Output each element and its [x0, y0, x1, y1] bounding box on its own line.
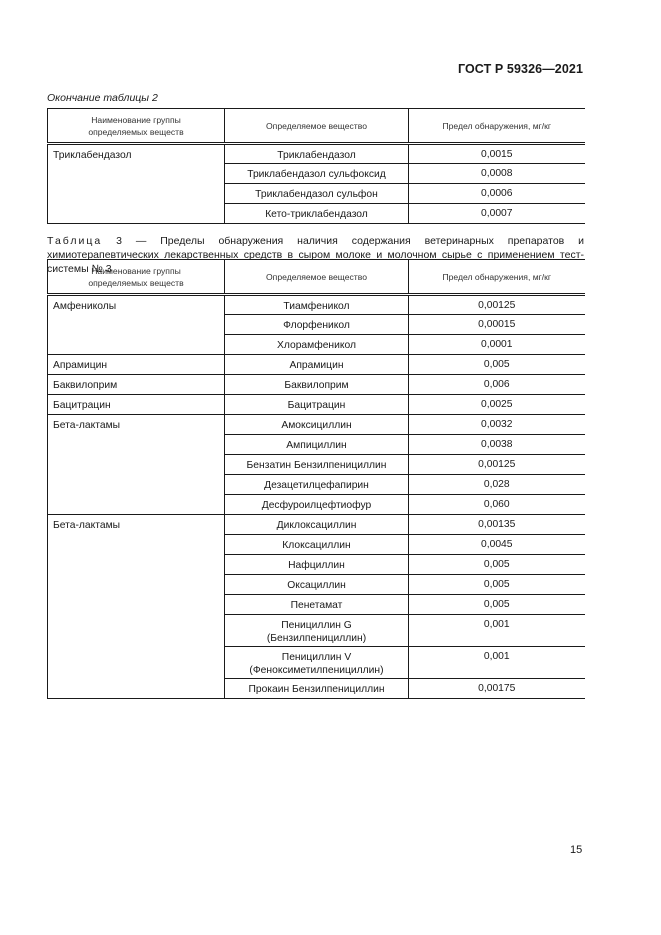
group-cell: Амфениколы — [48, 295, 225, 355]
column-header-substance: Определяемое вещество — [225, 260, 409, 295]
substance-cell: Бензатин Бензилпенициллин — [225, 455, 409, 475]
group-cell: Апрамицин — [48, 355, 225, 375]
limit-cell: 0,0025 — [409, 395, 585, 415]
limit-cell: 0,0045 — [409, 535, 585, 555]
limit-cell: 0,0015 — [409, 144, 585, 164]
table-3 — [47, 259, 585, 699]
table-label: Таблица — [47, 235, 103, 247]
substance-cell: Кето-триклабендазол — [225, 204, 409, 224]
substance-cell: Флорфеникол — [225, 315, 409, 335]
limit-cell: 0,001 — [409, 615, 585, 647]
limit-cell: 0,005 — [409, 555, 585, 575]
column-header-substance: Определяемое вещество — [225, 109, 409, 144]
substance-cell: Триклабендазол сульфон — [225, 184, 409, 204]
limit-cell: 0,0007 — [409, 204, 585, 224]
substance-cell: Прокаин Бензилпенициллин — [225, 679, 409, 699]
document-code: ГОСТ Р 59326—2021 — [457, 62, 583, 76]
substance-cell: Дезацетилцефапирин — [225, 475, 409, 495]
limit-cell: 0,028 — [409, 475, 585, 495]
table-2-continuation — [47, 108, 585, 224]
substance-cell: Хлорамфеникол — [225, 335, 409, 355]
group-cell: Бета-лактамы — [48, 415, 225, 515]
table-row — [48, 395, 585, 415]
limit-cell: 0,00135 — [409, 515, 585, 535]
table-row — [48, 415, 585, 435]
table-row — [48, 355, 585, 375]
limit-cell: 0,0032 — [409, 415, 585, 435]
table-row — [48, 295, 585, 315]
limit-cell: 0,006 — [409, 375, 585, 395]
column-header-group: Наименование группы определяемых веществ — [48, 109, 225, 144]
group-cell: Баквилоприм — [48, 375, 225, 395]
limit-cell: 0,00125 — [409, 455, 585, 475]
limit-cell: 0,005 — [409, 575, 585, 595]
substance-cell: Десфуроилцефтиофур — [225, 495, 409, 515]
limit-cell: 0,060 — [409, 495, 585, 515]
substance-cell: Тиамфеникол — [225, 295, 409, 315]
substance-cell: Диклоксациллин — [225, 515, 409, 535]
limit-cell: 0,0001 — [409, 335, 585, 355]
substance-cell: Баквилоприм — [225, 375, 409, 395]
substance-cell: Пенициллин V (Феноксиметилпенициллин) — [225, 647, 409, 679]
group-cell: Бета-лактамы — [48, 515, 225, 699]
limit-cell: 0,005 — [409, 355, 585, 375]
substance-cell: Бацитрацин — [225, 395, 409, 415]
limit-cell: 0,001 — [409, 647, 585, 679]
limit-cell: 0,00175 — [409, 679, 585, 699]
substance-cell: Триклабендазол сульфоксид — [225, 164, 409, 184]
substance-cell: Пенициллин G (Бензилпенициллин) — [225, 615, 409, 647]
limit-cell: 0,00015 — [409, 315, 585, 335]
substance-cell: Ампициллин — [225, 435, 409, 455]
substance-cell: Клоксациллин — [225, 535, 409, 555]
group-cell: Бацитрацин — [48, 395, 225, 415]
table-title-text: — Пределы обнаружения наличия содержания ветеринарных препаратов и химиотерапевтических лекарственных средств в сыром молоке и молочном сырье с применением тест-системы № 3 — [47, 235, 585, 275]
substance-cell: Амоксициллин — [225, 415, 409, 435]
limit-cell: 0,0008 — [409, 164, 585, 184]
substance-cell: Нафциллин — [225, 555, 409, 575]
substance-cell: Пенетамат — [225, 595, 409, 615]
limit-cell: 0,005 — [409, 595, 585, 615]
column-header-limit: Предел обнаружения, мг/кг — [409, 109, 585, 144]
table-row — [48, 144, 585, 164]
substance-cell: Триклабендазол — [225, 144, 409, 164]
page-number: 15 — [570, 844, 583, 856]
limit-cell: 0,0038 — [409, 435, 585, 455]
table-continuation-caption: Окончание таблицы 2 — [47, 92, 158, 104]
table-row — [48, 375, 585, 395]
limit-cell: 0,0006 — [409, 184, 585, 204]
limit-cell: 0,00125 — [409, 295, 585, 315]
table-header-row — [48, 260, 585, 295]
table-number: 3 — [116, 235, 122, 247]
substance-cell: Апрамицин — [225, 355, 409, 375]
column-header-limit: Предел обнаружения, мг/кг — [409, 260, 585, 295]
group-cell: Триклабендазол — [48, 144, 225, 224]
column-header-group: Наименование группы определяемых веществ — [48, 260, 225, 295]
substance-cell: Оксациллин — [225, 575, 409, 595]
table-row — [48, 515, 585, 535]
table-header-row — [48, 109, 585, 144]
